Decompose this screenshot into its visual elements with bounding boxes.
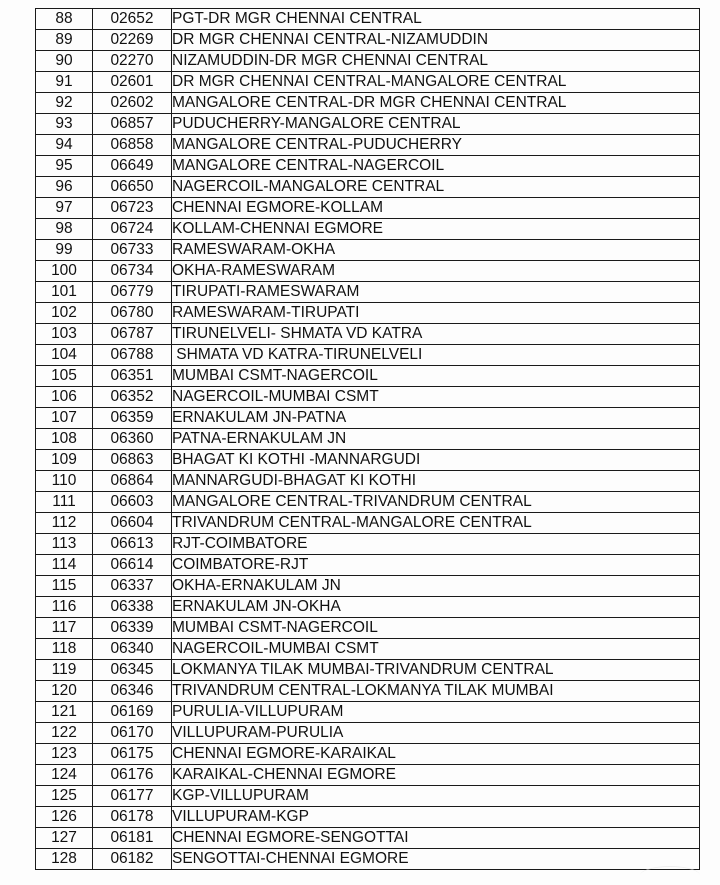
table-row bbox=[36, 324, 700, 345]
route-cell: DR MGR CHENNAI CENTRAL-MANGALORE CENTRAL bbox=[172, 72, 700, 93]
serial-number-cell: 96 bbox=[36, 177, 93, 198]
train-number-cell: 06339 bbox=[93, 618, 172, 639]
serial-number-cell: 122 bbox=[36, 723, 93, 744]
table-row bbox=[36, 702, 700, 723]
table-row bbox=[36, 534, 700, 555]
table-row bbox=[36, 219, 700, 240]
route-cell: NIZAMUDDIN-DR MGR CHENNAI CENTRAL bbox=[172, 51, 700, 72]
train-number-cell: 06181 bbox=[93, 828, 172, 849]
train-list-body bbox=[36, 9, 700, 870]
train-list-table bbox=[35, 8, 700, 870]
train-number-cell: 06182 bbox=[93, 849, 172, 870]
train-number-cell: 06360 bbox=[93, 429, 172, 450]
train-number-cell: 06169 bbox=[93, 702, 172, 723]
route-cell: RAMESWARAM-TIRUPATI bbox=[172, 303, 700, 324]
route-cell: MANGALORE CENTRAL-DR MGR CHENNAI CENTRAL bbox=[172, 93, 700, 114]
table-row bbox=[36, 597, 700, 618]
route-cell: MANNARGUDI-BHAGAT KI KOTHI bbox=[172, 471, 700, 492]
table-row bbox=[36, 723, 700, 744]
train-number-cell: 06352 bbox=[93, 387, 172, 408]
route-cell: VILLUPURAM-PURULIA bbox=[172, 723, 700, 744]
route-cell: CHENNAI EGMORE-KOLLAM bbox=[172, 198, 700, 219]
route-cell: KARAIKAL-CHENNAI EGMORE bbox=[172, 765, 700, 786]
train-number-cell: 06863 bbox=[93, 450, 172, 471]
serial-number-cell: 121 bbox=[36, 702, 93, 723]
table-row bbox=[36, 261, 700, 282]
table-row bbox=[36, 72, 700, 93]
train-number-cell: 06787 bbox=[93, 324, 172, 345]
serial-number-cell: 127 bbox=[36, 828, 93, 849]
train-number-cell: 06178 bbox=[93, 807, 172, 828]
table-row bbox=[36, 282, 700, 303]
table-row bbox=[36, 450, 700, 471]
route-cell: PURULIA-VILLUPURAM bbox=[172, 702, 700, 723]
table-row bbox=[36, 303, 700, 324]
table-row bbox=[36, 408, 700, 429]
route-cell: VILLUPURAM-KGP bbox=[172, 807, 700, 828]
route-cell: NAGERCOIL-MANGALORE CENTRAL bbox=[172, 177, 700, 198]
train-number-cell: 06779 bbox=[93, 282, 172, 303]
serial-number-cell: 125 bbox=[36, 786, 93, 807]
route-cell: KGP-VILLUPURAM bbox=[172, 786, 700, 807]
table-row bbox=[36, 135, 700, 156]
train-number-cell: 06340 bbox=[93, 639, 172, 660]
route-cell: SENGOTTAI-CHENNAI EGMORE bbox=[172, 849, 700, 870]
route-cell: MANGALORE CENTRAL-TRIVANDRUM CENTRAL bbox=[172, 492, 700, 513]
serial-number-cell: 110 bbox=[36, 471, 93, 492]
train-number-cell: 06788 bbox=[93, 345, 172, 366]
table-row bbox=[36, 366, 700, 387]
route-cell: MUMBAI CSMT-NAGERCOIL bbox=[172, 366, 700, 387]
serial-number-cell: 108 bbox=[36, 429, 93, 450]
serial-number-cell: 114 bbox=[36, 555, 93, 576]
table-row bbox=[36, 93, 700, 114]
table-row bbox=[36, 807, 700, 828]
route-cell: PUDUCHERRY-MANGALORE CENTRAL bbox=[172, 114, 700, 135]
serial-number-cell: 116 bbox=[36, 597, 93, 618]
serial-number-cell: 109 bbox=[36, 450, 93, 471]
serial-number-cell: 126 bbox=[36, 807, 93, 828]
table-row bbox=[36, 786, 700, 807]
table-row bbox=[36, 387, 700, 408]
route-cell: OKHA-RAMESWARAM bbox=[172, 261, 700, 282]
train-number-cell: 06858 bbox=[93, 135, 172, 156]
route-cell: CHENNAI EGMORE-KARAIKAL bbox=[172, 744, 700, 765]
serial-number-cell: 104 bbox=[36, 345, 93, 366]
table-row bbox=[36, 51, 700, 72]
route-cell: MANGALORE CENTRAL-NAGERCOIL bbox=[172, 156, 700, 177]
train-number-cell: 06650 bbox=[93, 177, 172, 198]
serial-number-cell: 99 bbox=[36, 240, 93, 261]
train-number-cell: 06723 bbox=[93, 198, 172, 219]
serial-number-cell: 102 bbox=[36, 303, 93, 324]
serial-number-cell: 98 bbox=[36, 219, 93, 240]
table-row bbox=[36, 9, 700, 30]
train-number-cell: 02652 bbox=[93, 9, 172, 30]
serial-number-cell: 120 bbox=[36, 681, 93, 702]
train-number-cell: 06649 bbox=[93, 156, 172, 177]
serial-number-cell: 118 bbox=[36, 639, 93, 660]
serial-number-cell: 113 bbox=[36, 534, 93, 555]
train-number-cell: 06337 bbox=[93, 576, 172, 597]
route-cell: TIRUNELVELI- SHMATA VD KATRA bbox=[172, 324, 700, 345]
serial-number-cell: 106 bbox=[36, 387, 93, 408]
train-number-cell: 06603 bbox=[93, 492, 172, 513]
train-number-cell: 06724 bbox=[93, 219, 172, 240]
serial-number-cell: 94 bbox=[36, 135, 93, 156]
route-cell: CHENNAI EGMORE-SENGOTTAI bbox=[172, 828, 700, 849]
serial-number-cell: 115 bbox=[36, 576, 93, 597]
serial-number-cell: 92 bbox=[36, 93, 93, 114]
table-row bbox=[36, 744, 700, 765]
serial-number-cell: 95 bbox=[36, 156, 93, 177]
route-cell: MANGALORE CENTRAL-PUDUCHERRY bbox=[172, 135, 700, 156]
route-cell: LOKMANYA TILAK MUMBAI-TRIVANDRUM CENTRAL bbox=[172, 660, 700, 681]
train-number-cell: 06170 bbox=[93, 723, 172, 744]
route-cell: KOLLAM-CHENNAI EGMORE bbox=[172, 219, 700, 240]
serial-number-cell: 93 bbox=[36, 114, 93, 135]
route-cell: NAGERCOIL-MUMBAI CSMT bbox=[172, 639, 700, 660]
serial-number-cell: 100 bbox=[36, 261, 93, 282]
serial-number-cell: 123 bbox=[36, 744, 93, 765]
train-number-cell: 06604 bbox=[93, 513, 172, 534]
serial-number-cell: 128 bbox=[36, 849, 93, 870]
train-number-cell: 06175 bbox=[93, 744, 172, 765]
train-number-cell: 06780 bbox=[93, 303, 172, 324]
train-number-cell: 06346 bbox=[93, 681, 172, 702]
serial-number-cell: 107 bbox=[36, 408, 93, 429]
table-row bbox=[36, 576, 700, 597]
route-cell: BHAGAT KI KOTHI -MANNARGUDI bbox=[172, 450, 700, 471]
serial-number-cell: 112 bbox=[36, 513, 93, 534]
serial-number-cell: 88 bbox=[36, 9, 93, 30]
table-row bbox=[36, 240, 700, 261]
train-number-cell: 06857 bbox=[93, 114, 172, 135]
table-row bbox=[36, 429, 700, 450]
table-row bbox=[36, 114, 700, 135]
table-row bbox=[36, 828, 700, 849]
route-cell: DR MGR CHENNAI CENTRAL-NIZAMUDDIN bbox=[172, 30, 700, 51]
serial-number-cell: 101 bbox=[36, 282, 93, 303]
train-number-cell: 06338 bbox=[93, 597, 172, 618]
route-cell: TRIVANDRUM CENTRAL-LOKMANYA TILAK MUMBAI bbox=[172, 681, 700, 702]
train-number-cell: 06176 bbox=[93, 765, 172, 786]
table-row bbox=[36, 555, 700, 576]
train-number-cell: 06351 bbox=[93, 366, 172, 387]
serial-number-cell: 89 bbox=[36, 30, 93, 51]
train-number-cell: 06359 bbox=[93, 408, 172, 429]
train-number-cell: 02269 bbox=[93, 30, 172, 51]
train-number-cell: 06613 bbox=[93, 534, 172, 555]
table-row bbox=[36, 345, 700, 366]
train-number-cell: 06177 bbox=[93, 786, 172, 807]
table-row bbox=[36, 30, 700, 51]
serial-number-cell: 103 bbox=[36, 324, 93, 345]
table-row bbox=[36, 681, 700, 702]
route-cell: PATNA-ERNAKULAM JN bbox=[172, 429, 700, 450]
route-cell: OKHA-ERNAKULAM JN bbox=[172, 576, 700, 597]
table-row bbox=[36, 177, 700, 198]
table-row bbox=[36, 849, 700, 870]
train-number-cell: 06614 bbox=[93, 555, 172, 576]
train-number-cell: 06734 bbox=[93, 261, 172, 282]
table-row bbox=[36, 513, 700, 534]
route-cell: NAGERCOIL-MUMBAI CSMT bbox=[172, 387, 700, 408]
serial-number-cell: 124 bbox=[36, 765, 93, 786]
serial-number-cell: 111 bbox=[36, 492, 93, 513]
table-row bbox=[36, 156, 700, 177]
train-number-cell: 06345 bbox=[93, 660, 172, 681]
route-cell: TIRUPATI-RAMESWARAM bbox=[172, 282, 700, 303]
train-number-cell: 02270 bbox=[93, 51, 172, 72]
route-cell: PGT-DR MGR CHENNAI CENTRAL bbox=[172, 9, 700, 30]
route-cell: RAMESWARAM-OKHA bbox=[172, 240, 700, 261]
route-cell: MUMBAI CSMT-NAGERCOIL bbox=[172, 618, 700, 639]
table-row bbox=[36, 618, 700, 639]
route-cell: TRIVANDRUM CENTRAL-MANGALORE CENTRAL bbox=[172, 513, 700, 534]
route-cell: COIMBATORE-RJT bbox=[172, 555, 700, 576]
scan-artifact bbox=[640, 866, 700, 885]
route-cell: SHMATA VD KATRA-TIRUNELVELI bbox=[172, 345, 700, 366]
route-cell: ERNAKULAM JN-OKHA bbox=[172, 597, 700, 618]
serial-number-cell: 91 bbox=[36, 72, 93, 93]
table-row bbox=[36, 765, 700, 786]
serial-number-cell: 97 bbox=[36, 198, 93, 219]
train-number-cell: 06733 bbox=[93, 240, 172, 261]
route-cell: RJT-COIMBATORE bbox=[172, 534, 700, 555]
table-row bbox=[36, 492, 700, 513]
table-row bbox=[36, 660, 700, 681]
serial-number-cell: 117 bbox=[36, 618, 93, 639]
serial-number-cell: 90 bbox=[36, 51, 93, 72]
train-number-cell: 02601 bbox=[93, 72, 172, 93]
table-row bbox=[36, 198, 700, 219]
serial-number-cell: 105 bbox=[36, 366, 93, 387]
table-row bbox=[36, 471, 700, 492]
train-number-cell: 06864 bbox=[93, 471, 172, 492]
table-row bbox=[36, 639, 700, 660]
route-cell: ERNAKULAM JN-PATNA bbox=[172, 408, 700, 429]
serial-number-cell: 119 bbox=[36, 660, 93, 681]
train-number-cell: 02602 bbox=[93, 93, 172, 114]
